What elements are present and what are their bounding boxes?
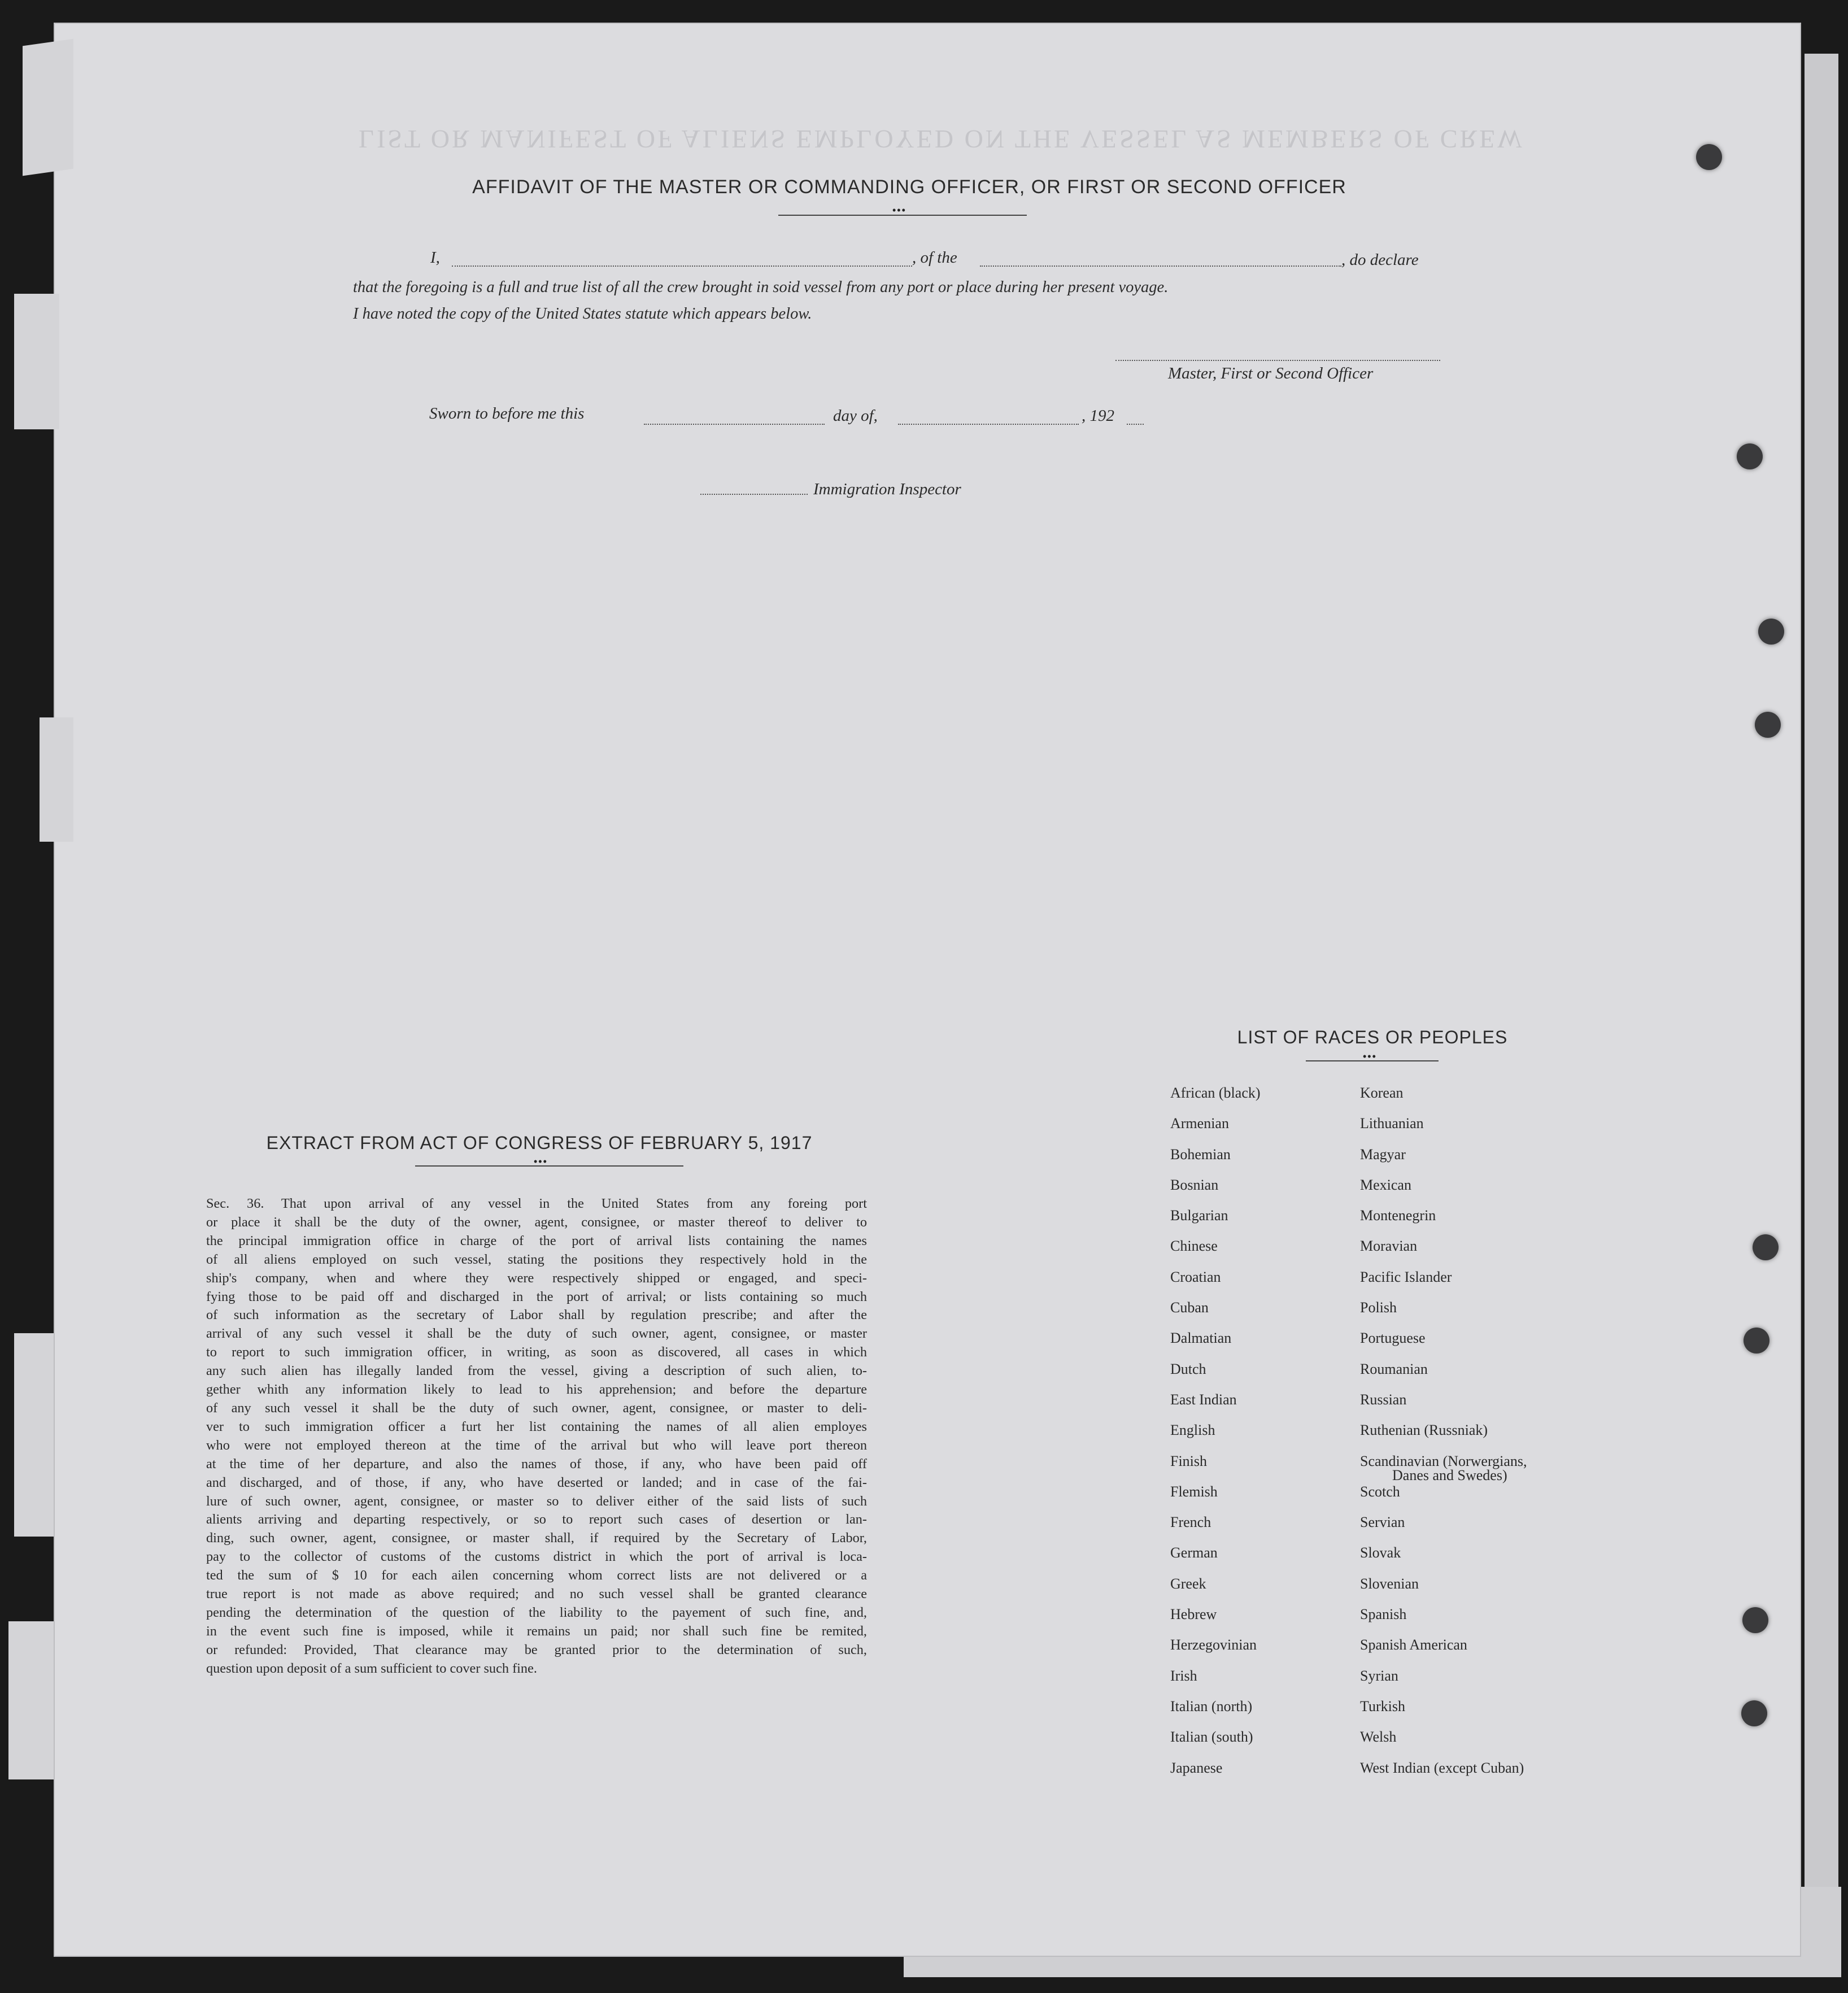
extract-line: ship's company, when and where they were respectively shipped or engaged, and speci- [206, 1270, 867, 1286]
extract-line: ted the sum of $ 10 for each ailen concerning whom correct lists are not delivered or a [206, 1568, 867, 1583]
sworn-prefix: Sworn to before me this [429, 404, 585, 423]
affidavit-i: I, [430, 249, 440, 267]
race-item: Italian (south) [1170, 1729, 1253, 1746]
extract-line: to report to such immigration officer, in writing, as soon as discovered, all cases in which [206, 1344, 867, 1360]
vessel-field[interactable] [980, 264, 1341, 267]
sworn-year: , 192 [1082, 407, 1114, 425]
torn-edge [23, 39, 73, 176]
bleed-through-title: LIST OR MANIFEST OF ALIENS EMPLOYED ON THE VESSEL AS MEMBERS OF CREW [359, 125, 1524, 154]
extract-line: the principal immigration office in charge of the port of arrival lists containing the names [206, 1233, 867, 1248]
extract-line: alients arriving and departing respectively, or so to report such cases of desertion or lan- [206, 1512, 867, 1528]
extract-line: true report is not made as above required; and no such vessel shall be granted clearance [206, 1586, 867, 1602]
punch-hole-icon [1696, 144, 1722, 170]
extract-line: fying those to be paid off and discharged in the port of arrival; or lists containing so much [206, 1289, 867, 1304]
race-item: Polish [1360, 1299, 1397, 1316]
torn-edge [14, 294, 59, 429]
race-item: English [1170, 1422, 1215, 1439]
extract-heading: EXTRACT FROM ACT OF CONGRESS OF FEBRUARY 5, 1917 [266, 1133, 813, 1153]
extract-line: any such alien has illegally landed from the vessel, giving a description of such alien, to- [206, 1363, 867, 1379]
affidavit-statement: that the foregoing is a full and true list of all the crew brought in soid vessel from any port or place during her present voyage. [353, 279, 1169, 296]
sworn-day-label: day of, [833, 407, 878, 425]
race-item: West Indian (except Cuban) [1360, 1759, 1524, 1776]
race-item: Moravian [1360, 1238, 1418, 1255]
extract-line: Sec. 36. That upon arrival of any vessel in the United States from any foreing port [206, 1196, 867, 1211]
race-item: Lithuanian [1360, 1115, 1424, 1132]
extract-line: pending the determination of the question of the liability to the payement of such fine, and, [206, 1604, 867, 1620]
race-item: Russian [1360, 1391, 1407, 1408]
race-item: Finish [1170, 1452, 1208, 1469]
races-heading: LIST OF RACES OR PEOPLES [1237, 1027, 1508, 1047]
extract-line: question upon deposit of a sum sufficient to cover such fine. [206, 1660, 537, 1676]
race-item: Spanish [1360, 1606, 1407, 1623]
inspector-signature-field[interactable] [700, 493, 808, 495]
race-item: Croatian [1170, 1268, 1221, 1285]
master-signature-field[interactable] [1115, 359, 1440, 361]
race-item: Bulgarian [1170, 1207, 1228, 1224]
affidavit-heading: AFFIDAVIT OF THE MASTER OR COMMANDING OFFICER, OR FIRST OR SECOND OFFICER [472, 176, 1346, 198]
sworn-day-field[interactable] [644, 423, 825, 425]
race-item: Pacific Islander [1360, 1268, 1452, 1285]
punch-hole-icon [1737, 443, 1763, 469]
race-item: Herzegovinian [1170, 1637, 1257, 1653]
extract-heading-ornament: ••• [534, 1156, 548, 1167]
punch-hole-icon [1758, 619, 1784, 645]
punch-hole-icon [1753, 1234, 1779, 1260]
race-item: Roumanian [1360, 1360, 1428, 1377]
races-column-1 [1170, 1078, 1261, 1783]
extract-line: in the event such fine is imposed, while it remains un paid; nor shall such fine be remited, [206, 1623, 867, 1639]
extract-line: or refunded: Provided, That clearance may be granted prior to the determination of such, [206, 1642, 867, 1657]
sworn-year-field[interactable] [1127, 423, 1144, 425]
extract-line: of any such vessel it shall be the duty of such owner, agent, consignee, or master to deli- [206, 1400, 867, 1416]
race-item: East Indian [1170, 1391, 1237, 1408]
races-column-2 [1360, 1078, 1527, 1783]
race-item: Spanish American [1360, 1637, 1467, 1653]
extract-line: at the time of her departure, and also the names of those, if any, who have been paid off [206, 1456, 867, 1472]
extract-heading-rule [415, 1165, 683, 1167]
race-item: Slovak [1360, 1544, 1401, 1561]
punch-hole-icon [1744, 1328, 1769, 1354]
races-heading-ornament: ••• [1363, 1051, 1377, 1062]
race-item: Bosnian [1170, 1176, 1219, 1193]
extract-line: who were not employed thereon at the time of the arrival but who will leave port thereon [206, 1437, 867, 1453]
race-item: Welsh [1360, 1729, 1397, 1746]
race-item: Cuban [1170, 1299, 1209, 1316]
extract-line: or place it shall be the duty of the owner, agent, consignee, or master thereof to deliver to [206, 1214, 867, 1230]
extract-line: of all aliens employed on such vessel, stating the positions they respectively hold in the [206, 1251, 867, 1267]
torn-edge [40, 717, 73, 842]
extract-body [206, 1195, 867, 1678]
race-item: Montenegrin [1360, 1207, 1436, 1224]
race-item: Turkish [1360, 1698, 1405, 1714]
race-item: Ruthenian (Russniak) [1360, 1422, 1488, 1439]
race-item: Portuguese [1360, 1330, 1426, 1347]
master-signature-label: Master, First or Second Officer [1168, 364, 1374, 382]
extract-line: lure of such owner, agent, consignee, or master so to deliver either of the said lists of such [206, 1493, 867, 1509]
affidavit-of-the: , of the [912, 249, 957, 267]
race-item: Servian [1360, 1514, 1405, 1531]
extract-line: gether whith any information likely to lead to his apprehension; and before the departure [206, 1382, 867, 1398]
affidavit-declare: , do declare [1341, 251, 1419, 269]
race-item: Greek [1170, 1575, 1206, 1592]
punch-hole-icon [1741, 1700, 1767, 1726]
extract-line: and discharged, and of those, if any, who have deserted or landed; and in case of the fai- [206, 1474, 867, 1490]
race-item: Korean [1360, 1085, 1404, 1101]
race-item: African (black) [1170, 1085, 1261, 1101]
extract-line: ding, such owner, agent, consignee, or master shall, if required by the Secretary of Labor, [206, 1530, 867, 1546]
race-item: Flemish [1170, 1483, 1218, 1500]
sworn-month-field[interactable] [898, 423, 1079, 425]
race-item: French [1170, 1514, 1211, 1531]
race-item: Chinese [1170, 1238, 1218, 1255]
extract-line: of such information as the secretary of Labor shall by regulation prescribe; and after the [206, 1307, 867, 1323]
underlying-sheet-edge [1805, 54, 1838, 1963]
torn-edge [14, 1333, 54, 1537]
name-field[interactable] [452, 264, 912, 267]
extract-line: ver to such immigration officer a furt her list containing the names of all alien employes [206, 1418, 867, 1434]
affidavit-statute-note: I have noted the copy of the United States statute which appears below. [353, 305, 812, 323]
heading-ornament: ••• [892, 204, 906, 216]
race-item: Syrian [1360, 1667, 1398, 1684]
race-item: Armenian [1170, 1115, 1229, 1132]
race-item: Dalmatian [1170, 1330, 1232, 1347]
race-item: Japanese [1170, 1759, 1223, 1776]
race-item: Scotch [1360, 1483, 1400, 1500]
extract-line: arrival of any such vessel it shall be the duty of such owner, agent, consignee, or master [206, 1326, 867, 1342]
race-item: Irish [1170, 1667, 1197, 1684]
torn-edge [8, 1621, 54, 1779]
race-item: Bohemian [1170, 1146, 1231, 1163]
race-item: Mexican [1360, 1176, 1411, 1193]
race-item: Italian (north) [1170, 1698, 1253, 1714]
races-scandinavian-note: Danes and Swedes) [1392, 1467, 1507, 1483]
punch-hole-icon [1742, 1607, 1768, 1633]
race-item: Slovenian [1360, 1575, 1419, 1592]
extract-line: pay to the collector of customs of the customs district in which the port of arrival is loca- [206, 1549, 867, 1565]
race-item: Dutch [1170, 1360, 1206, 1377]
race-item: German [1170, 1544, 1218, 1561]
race-item: Hebrew [1170, 1606, 1217, 1623]
punch-hole-icon [1755, 712, 1781, 738]
inspector-label: Immigration Inspector [813, 480, 961, 498]
race-item: Scandinavian (Norwergians, [1360, 1452, 1527, 1469]
race-item: Magyar [1360, 1146, 1406, 1163]
